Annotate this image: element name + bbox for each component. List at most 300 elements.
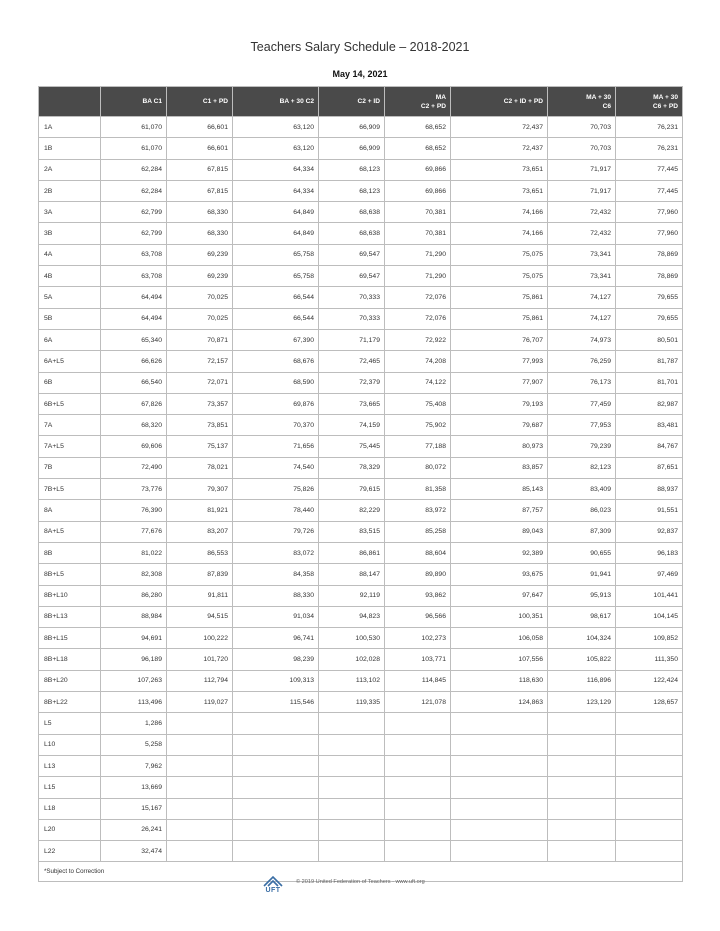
salary-cell: 68,676 — [233, 351, 319, 372]
table-row — [39, 415, 683, 436]
salary-cell — [616, 819, 683, 840]
table-row — [39, 180, 683, 201]
salary-cell: 94,823 — [319, 606, 385, 627]
salary-cell: 65,758 — [233, 244, 319, 265]
salary-cell: 72,432 — [548, 202, 616, 223]
salary-cell: 73,341 — [548, 266, 616, 287]
salary-cell: 69,606 — [101, 436, 167, 457]
salary-cell: 72,076 — [385, 308, 451, 329]
salary-cell: 77,960 — [616, 223, 683, 244]
salary-cell — [385, 713, 451, 734]
salary-cell: 77,445 — [616, 180, 683, 201]
table-row — [39, 777, 683, 798]
salary-cell: 66,540 — [101, 372, 167, 393]
salary-cell: 104,324 — [548, 628, 616, 649]
salary-cell: 118,630 — [451, 670, 548, 691]
salary-cell: 73,651 — [451, 159, 548, 180]
salary-cell: 82,987 — [616, 393, 683, 414]
salary-cell: 73,665 — [319, 393, 385, 414]
salary-cell: 102,273 — [385, 628, 451, 649]
salary-cell: 79,687 — [451, 415, 548, 436]
salary-cell — [233, 798, 319, 819]
salary-cell — [385, 755, 451, 776]
uft-logo — [258, 869, 288, 895]
step-cell: 7B — [39, 457, 101, 478]
salary-cell: 70,703 — [548, 138, 616, 159]
salary-cell — [167, 777, 233, 798]
salary-cell: 91,551 — [616, 500, 683, 521]
step-cell: 8B+L15 — [39, 628, 101, 649]
salary-cell — [233, 819, 319, 840]
table-body — [39, 117, 683, 882]
salary-cell: 72,437 — [451, 117, 548, 138]
column-header: C2 + ID + PD — [451, 87, 548, 117]
salary-cell: 100,222 — [167, 628, 233, 649]
salary-cell: 87,651 — [616, 457, 683, 478]
salary-cell: 86,023 — [548, 500, 616, 521]
salary-cell — [385, 777, 451, 798]
salary-cell: 26,241 — [101, 819, 167, 840]
table-row — [39, 159, 683, 180]
salary-cell: 15,167 — [101, 798, 167, 819]
salary-cell: 77,445 — [616, 159, 683, 180]
salary-cell: 69,239 — [167, 244, 233, 265]
salary-cell: 68,123 — [319, 159, 385, 180]
salary-cell: 85,143 — [451, 479, 548, 500]
salary-cell: 79,655 — [616, 308, 683, 329]
salary-cell — [616, 777, 683, 798]
salary-cell: 72,071 — [167, 372, 233, 393]
salary-cell: 72,922 — [385, 329, 451, 350]
salary-cell: 71,290 — [385, 266, 451, 287]
salary-cell: 88,937 — [616, 479, 683, 500]
salary-cell: 109,852 — [616, 628, 683, 649]
salary-cell: 102,028 — [319, 649, 385, 670]
salary-cell: 119,335 — [319, 692, 385, 713]
salary-cell: 77,960 — [616, 202, 683, 223]
salary-cell: 88,984 — [101, 606, 167, 627]
step-cell: 4B — [39, 266, 101, 287]
salary-cell: 71,917 — [548, 159, 616, 180]
salary-cell: 32,474 — [101, 841, 167, 862]
step-cell: L22 — [39, 841, 101, 862]
salary-cell: 69,239 — [167, 266, 233, 287]
step-cell: 7A — [39, 415, 101, 436]
salary-cell: 90,655 — [548, 542, 616, 563]
table-row — [39, 798, 683, 819]
salary-cell: 124,863 — [451, 692, 548, 713]
step-cell: 1B — [39, 138, 101, 159]
salary-cell: 82,229 — [319, 500, 385, 521]
salary-cell: 100,530 — [319, 628, 385, 649]
salary-cell: 74,159 — [319, 415, 385, 436]
table-row — [39, 755, 683, 776]
salary-cell: 107,556 — [451, 649, 548, 670]
step-cell: 6B — [39, 372, 101, 393]
salary-cell: 92,119 — [319, 585, 385, 606]
salary-cell: 5,258 — [101, 734, 167, 755]
salary-cell: 72,432 — [548, 223, 616, 244]
table-row — [39, 117, 683, 138]
salary-cell: 121,078 — [385, 692, 451, 713]
logo-text: UFT — [265, 887, 281, 894]
salary-cell: 67,390 — [233, 329, 319, 350]
salary-cell: 70,333 — [319, 287, 385, 308]
salary-cell: 81,358 — [385, 479, 451, 500]
salary-cell: 79,307 — [167, 479, 233, 500]
salary-cell: 71,656 — [233, 436, 319, 457]
salary-cell: 79,655 — [616, 287, 683, 308]
salary-cell: 83,409 — [548, 479, 616, 500]
salary-cell: 122,424 — [616, 670, 683, 691]
salary-cell: 65,758 — [233, 266, 319, 287]
salary-cell: 74,122 — [385, 372, 451, 393]
table-row — [39, 351, 683, 372]
salary-cell: 94,515 — [167, 606, 233, 627]
salary-cell: 79,193 — [451, 393, 548, 414]
salary-cell: 62,284 — [101, 180, 167, 201]
salary-cell: 74,127 — [548, 287, 616, 308]
step-cell: 8B+L5 — [39, 564, 101, 585]
step-cell: 8A — [39, 500, 101, 521]
salary-cell: 68,590 — [233, 372, 319, 393]
salary-cell: 68,320 — [101, 415, 167, 436]
step-cell: L20 — [39, 819, 101, 840]
salary-cell: 91,034 — [233, 606, 319, 627]
uft-logo-icon — [263, 876, 283, 887]
salary-cell: 97,647 — [451, 585, 548, 606]
salary-cell: 68,638 — [319, 202, 385, 223]
step-cell: 6A+L5 — [39, 351, 101, 372]
salary-cell: 62,799 — [101, 223, 167, 244]
salary-cell — [167, 755, 233, 776]
salary-cell: 76,259 — [548, 351, 616, 372]
salary-cell: 71,179 — [319, 329, 385, 350]
column-header-line: C2 + PD — [420, 102, 446, 110]
salary-cell: 86,280 — [101, 585, 167, 606]
step-cell: L10 — [39, 734, 101, 755]
salary-cell: 78,021 — [167, 457, 233, 478]
salary-cell: 63,120 — [233, 117, 319, 138]
salary-cell: 75,075 — [451, 244, 548, 265]
column-header — [548, 87, 616, 117]
salary-cell — [548, 819, 616, 840]
salary-cell: 62,284 — [101, 159, 167, 180]
salary-cell — [616, 798, 683, 819]
salary-cell: 74,973 — [548, 329, 616, 350]
salary-cell: 74,166 — [451, 202, 548, 223]
salary-cell: 66,626 — [101, 351, 167, 372]
salary-cell: 83,515 — [319, 521, 385, 542]
salary-cell — [319, 734, 385, 755]
salary-cell: 81,022 — [101, 542, 167, 563]
salary-cell: 88,330 — [233, 585, 319, 606]
step-cell: 3B — [39, 223, 101, 244]
step-cell: L18 — [39, 798, 101, 819]
salary-cell: 68,652 — [385, 117, 451, 138]
table-row — [39, 841, 683, 862]
salary-cell — [616, 841, 683, 862]
salary-cell — [451, 713, 548, 734]
salary-cell: 62,799 — [101, 202, 167, 223]
table-row — [39, 287, 683, 308]
salary-cell: 92,389 — [451, 542, 548, 563]
salary-cell: 70,025 — [167, 308, 233, 329]
step-cell: 1A — [39, 117, 101, 138]
salary-cell — [319, 798, 385, 819]
step-cell: L5 — [39, 713, 101, 734]
salary-cell: 63,708 — [101, 244, 167, 265]
step-cell: 3A — [39, 202, 101, 223]
salary-cell: 64,494 — [101, 287, 167, 308]
salary-cell: 75,075 — [451, 266, 548, 287]
salary-cell: 61,070 — [101, 138, 167, 159]
table-row — [39, 521, 683, 542]
correction-note: *Subject to Correction — [39, 862, 683, 882]
salary-cell: 66,601 — [167, 138, 233, 159]
salary-cell: 115,546 — [233, 692, 319, 713]
salary-cell: 75,902 — [385, 415, 451, 436]
step-cell: 8B+L10 — [39, 585, 101, 606]
footer — [258, 869, 425, 895]
column-header: C1 + PD — [167, 87, 233, 117]
salary-cell — [233, 713, 319, 734]
salary-cell — [319, 755, 385, 776]
salary-cell — [385, 734, 451, 755]
salary-cell: 70,703 — [548, 117, 616, 138]
table-row — [39, 713, 683, 734]
step-cell: L15 — [39, 777, 101, 798]
salary-cell: 79,615 — [319, 479, 385, 500]
salary-cell: 72,379 — [319, 372, 385, 393]
salary-cell: 88,604 — [385, 542, 451, 563]
step-cell: 6A — [39, 329, 101, 350]
salary-cell: 80,973 — [451, 436, 548, 457]
salary-cell — [616, 713, 683, 734]
salary-cell: 87,757 — [451, 500, 548, 521]
salary-cell: 97,469 — [616, 564, 683, 585]
salary-cell: 77,953 — [548, 415, 616, 436]
salary-cell: 77,459 — [548, 393, 616, 414]
salary-cell: 74,127 — [548, 308, 616, 329]
table-row — [39, 436, 683, 457]
salary-cell: 76,707 — [451, 329, 548, 350]
salary-cell: 68,330 — [167, 223, 233, 244]
table-row — [39, 479, 683, 500]
salary-cell: 66,601 — [167, 117, 233, 138]
table-row — [39, 692, 683, 713]
salary-cell: 74,540 — [233, 457, 319, 478]
salary-cell: 128,657 — [616, 692, 683, 713]
step-cell: 7B+L5 — [39, 479, 101, 500]
salary-cell — [385, 841, 451, 862]
salary-cell: 72,437 — [451, 138, 548, 159]
table-row — [39, 564, 683, 585]
table-row — [39, 734, 683, 755]
salary-cell: 63,708 — [101, 266, 167, 287]
table-row — [39, 585, 683, 606]
salary-cell: 84,358 — [233, 564, 319, 585]
salary-cell: 67,826 — [101, 393, 167, 414]
salary-cell: 87,839 — [167, 564, 233, 585]
salary-cell: 64,334 — [233, 180, 319, 201]
salary-cell: 75,826 — [233, 479, 319, 500]
salary-cell: 84,767 — [616, 436, 683, 457]
salary-cell: 7,962 — [101, 755, 167, 776]
table-row — [39, 308, 683, 329]
salary-cell: 78,440 — [233, 500, 319, 521]
salary-cell: 111,350 — [616, 649, 683, 670]
salary-cell: 72,076 — [385, 287, 451, 308]
salary-cell: 68,330 — [167, 202, 233, 223]
salary-cell: 70,333 — [319, 308, 385, 329]
salary-cell: 69,547 — [319, 244, 385, 265]
salary-cell: 64,494 — [101, 308, 167, 329]
salary-cell — [548, 798, 616, 819]
table-row — [39, 500, 683, 521]
salary-cell: 83,857 — [451, 457, 548, 478]
salary-cell — [233, 841, 319, 862]
salary-cell: 70,381 — [385, 223, 451, 244]
salary-cell: 82,123 — [548, 457, 616, 478]
step-cell: 8B+L18 — [39, 649, 101, 670]
salary-cell: 119,027 — [167, 692, 233, 713]
salary-cell — [319, 819, 385, 840]
salary-cell: 96,566 — [385, 606, 451, 627]
copyright-text: © 2019 United Federation of Teachers · www.uft.org — [296, 879, 425, 885]
salary-cell — [167, 819, 233, 840]
column-header-line: C6 — [602, 102, 611, 110]
salary-cell — [319, 713, 385, 734]
salary-cell: 69,866 — [385, 159, 451, 180]
salary-cell: 91,811 — [167, 585, 233, 606]
salary-cell: 13,669 — [101, 777, 167, 798]
salary-cell: 69,866 — [385, 180, 451, 201]
salary-cell: 70,381 — [385, 202, 451, 223]
salary-cell: 83,072 — [233, 542, 319, 563]
salary-cell — [451, 819, 548, 840]
salary-cell: 78,869 — [616, 244, 683, 265]
salary-cell: 75,861 — [451, 308, 548, 329]
salary-cell — [319, 777, 385, 798]
salary-cell: 78,329 — [319, 457, 385, 478]
salary-cell: 104,145 — [616, 606, 683, 627]
salary-cell: 86,861 — [319, 542, 385, 563]
salary-cell: 66,544 — [233, 308, 319, 329]
column-header-line: MA + 30 — [586, 93, 611, 101]
column-header-line: MA + 30 — [653, 93, 678, 101]
salary-cell: 106,058 — [451, 628, 548, 649]
salary-cell — [233, 777, 319, 798]
salary-cell: 85,258 — [385, 521, 451, 542]
salary-cell: 103,771 — [385, 649, 451, 670]
salary-cell: 112,794 — [167, 670, 233, 691]
salary-cell: 98,617 — [548, 606, 616, 627]
salary-cell: 67,815 — [167, 180, 233, 201]
salary-cell — [451, 777, 548, 798]
salary-cell: 76,390 — [101, 500, 167, 521]
table-row — [39, 202, 683, 223]
salary-cell: 82,308 — [101, 564, 167, 585]
salary-cell: 94,691 — [101, 628, 167, 649]
salary-cell: 65,340 — [101, 329, 167, 350]
salary-cell: 76,173 — [548, 372, 616, 393]
salary-cell: 76,231 — [616, 117, 683, 138]
salary-cell — [167, 713, 233, 734]
salary-cell: 80,501 — [616, 329, 683, 350]
salary-cell: 68,652 — [385, 138, 451, 159]
table-row — [39, 329, 683, 350]
salary-cell — [548, 777, 616, 798]
step-cell: 2A — [39, 159, 101, 180]
salary-cell: 64,849 — [233, 223, 319, 244]
salary-cell: 61,070 — [101, 117, 167, 138]
salary-cell — [167, 734, 233, 755]
step-cell: 4A — [39, 244, 101, 265]
salary-cell: 79,239 — [548, 436, 616, 457]
salary-cell — [548, 755, 616, 776]
salary-cell: 74,166 — [451, 223, 548, 244]
salary-cell: 88,147 — [319, 564, 385, 585]
salary-cell: 87,309 — [548, 521, 616, 542]
salary-cell: 69,876 — [233, 393, 319, 414]
salary-cell: 75,408 — [385, 393, 451, 414]
step-cell: 2B — [39, 180, 101, 201]
salary-cell: 74,208 — [385, 351, 451, 372]
salary-cell — [385, 819, 451, 840]
salary-cell: 78,869 — [616, 266, 683, 287]
step-cell: 7A+L5 — [39, 436, 101, 457]
column-header: BA + 30 C2 — [233, 87, 319, 117]
salary-cell — [548, 734, 616, 755]
step-cell: 8B+L20 — [39, 670, 101, 691]
salary-cell — [451, 734, 548, 755]
salary-cell — [167, 841, 233, 862]
salary-table — [38, 86, 683, 882]
salary-cell: 83,972 — [385, 500, 451, 521]
salary-cell: 71,290 — [385, 244, 451, 265]
table-row — [39, 819, 683, 840]
column-header: C2 + ID — [319, 87, 385, 117]
salary-cell: 66,909 — [319, 138, 385, 159]
table-row — [39, 223, 683, 244]
salary-cell: 69,547 — [319, 266, 385, 287]
salary-cell: 73,651 — [451, 180, 548, 201]
salary-cell: 70,370 — [233, 415, 319, 436]
salary-cell: 86,553 — [167, 542, 233, 563]
step-cell: 8B+L22 — [39, 692, 101, 713]
salary-cell: 79,726 — [233, 521, 319, 542]
salary-cell — [319, 841, 385, 862]
salary-cell: 83,481 — [616, 415, 683, 436]
salary-cell: 68,123 — [319, 180, 385, 201]
salary-cell: 76,231 — [616, 138, 683, 159]
table-row — [39, 372, 683, 393]
salary-cell: 67,815 — [167, 159, 233, 180]
salary-cell: 89,043 — [451, 521, 548, 542]
salary-cell: 75,137 — [167, 436, 233, 457]
salary-cell: 92,837 — [616, 521, 683, 542]
salary-cell: 96,189 — [101, 649, 167, 670]
column-header: BA C1 — [101, 87, 167, 117]
salary-cell — [548, 713, 616, 734]
salary-cell: 105,822 — [548, 649, 616, 670]
salary-cell: 63,120 — [233, 138, 319, 159]
salary-cell: 72,490 — [101, 457, 167, 478]
salary-cell: 100,351 — [451, 606, 548, 627]
salary-cell — [233, 734, 319, 755]
step-cell: L13 — [39, 755, 101, 776]
